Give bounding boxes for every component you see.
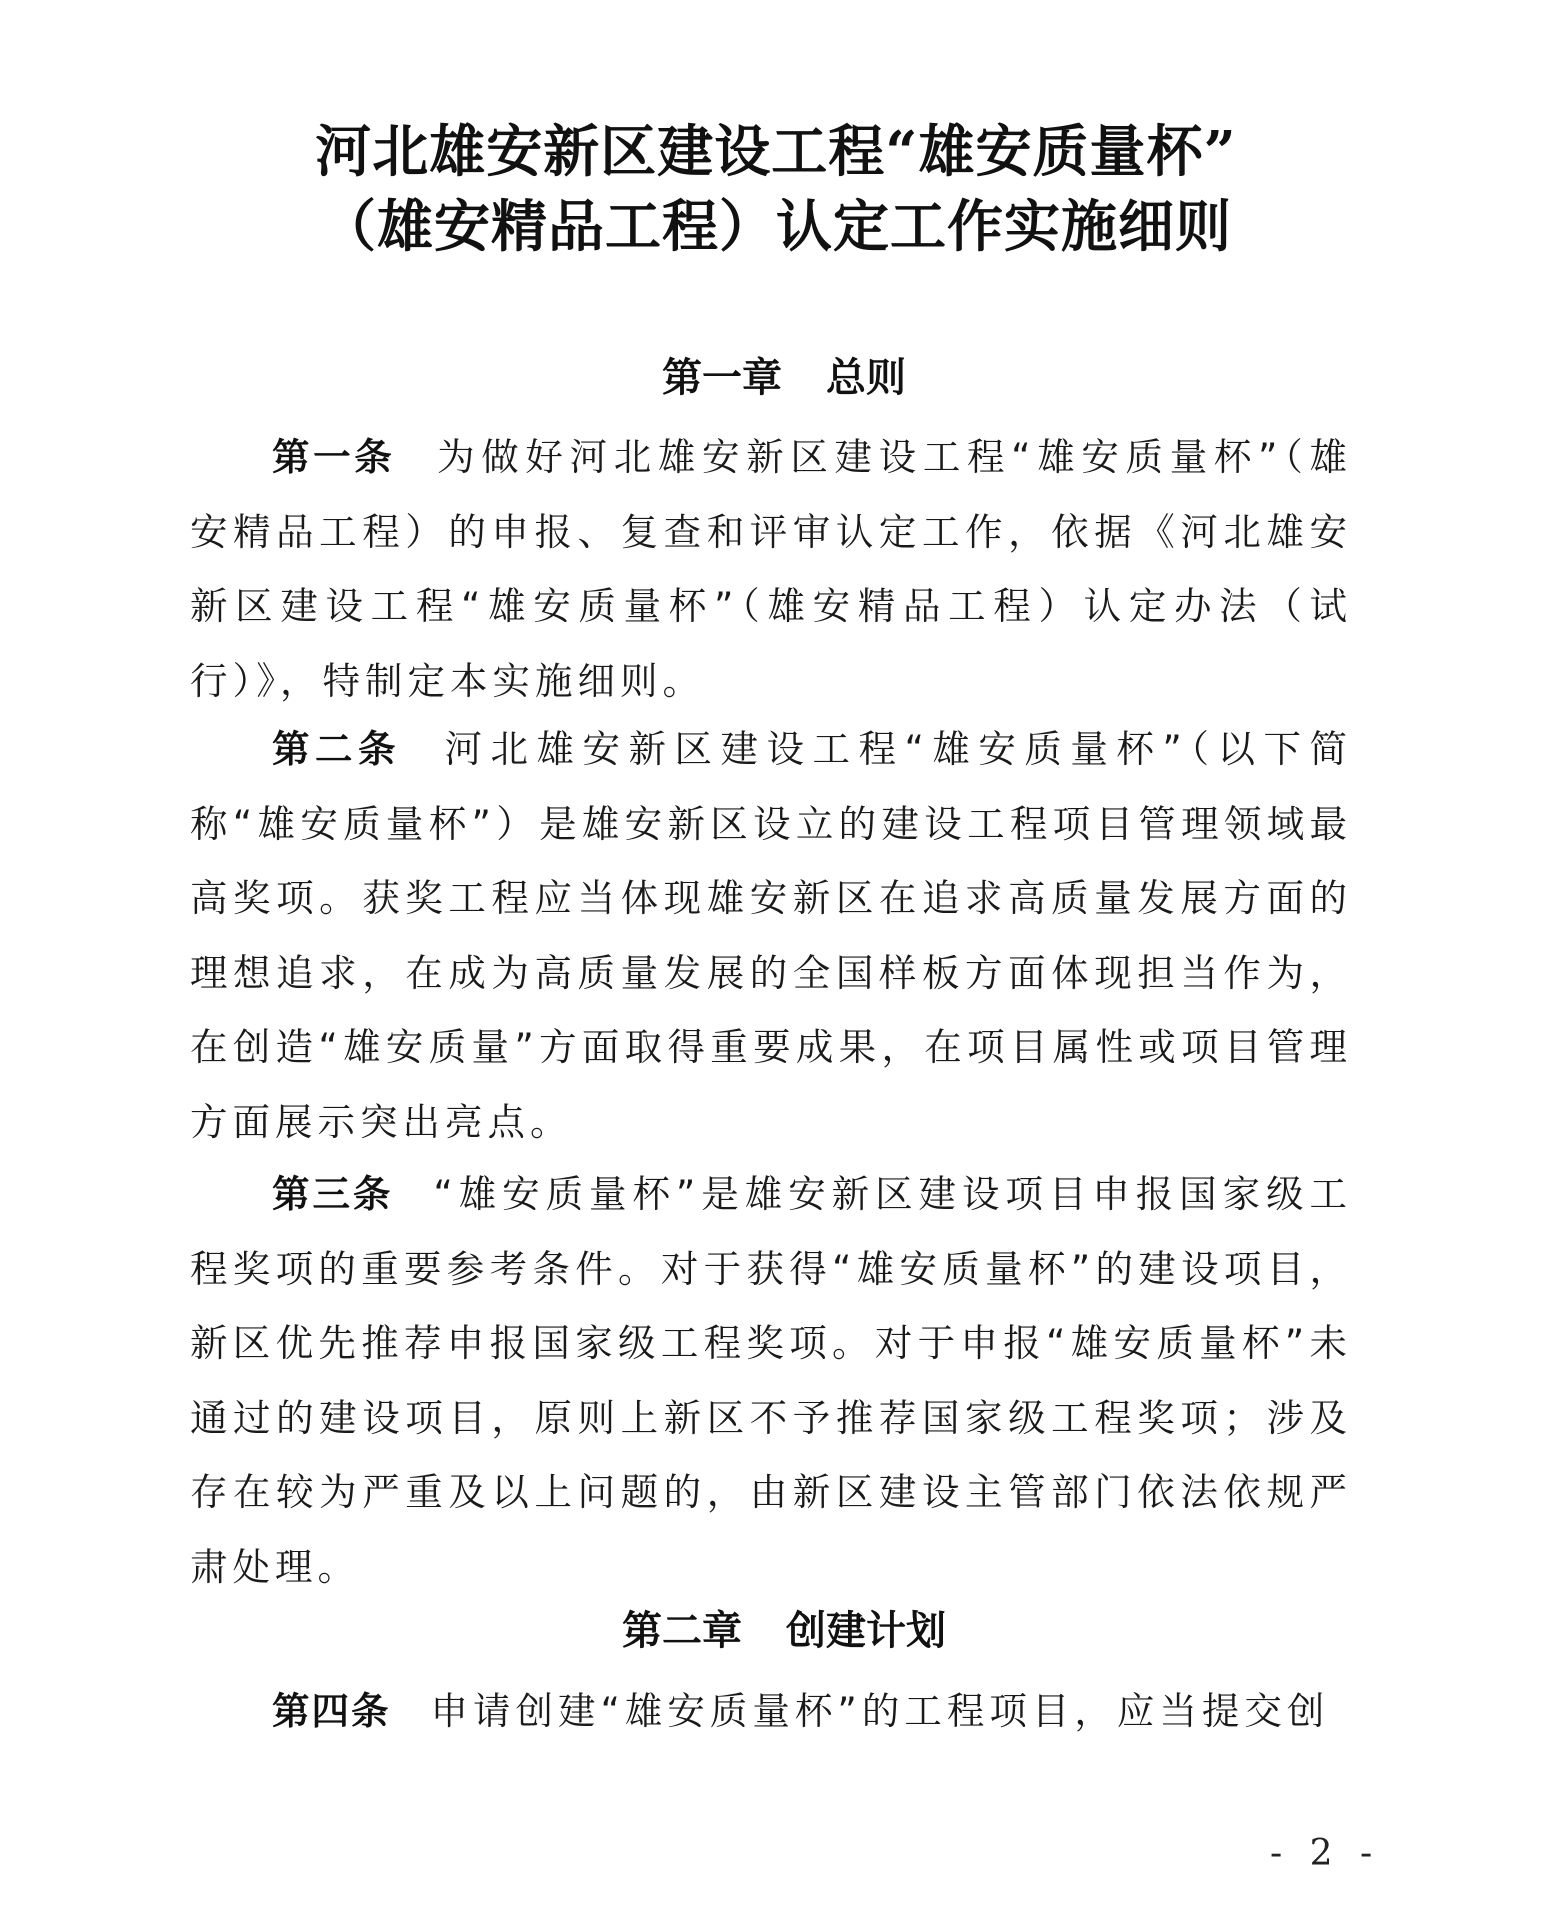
article-label: 第四条 (272, 1689, 391, 1733)
article-label: 第二条 (272, 727, 401, 771)
chapter-name: 创建计划 (786, 1608, 946, 1654)
article-1 (190, 420, 1352, 718)
chapter-heading-2 (8, 1605, 1552, 1657)
document-title-line-1: 河北雄安新区建设工程“雄安质量杯” (315, 119, 1237, 185)
page-number: - 2 - (1270, 1833, 1381, 1874)
article-text: 申请创建“雄安质量杯”的工程项目，应当提交创 (430, 1689, 1330, 1733)
article-2 (190, 712, 1352, 1159)
article-3 (190, 1157, 1352, 1604)
article-label: 第一条 (272, 435, 396, 479)
chapter-number: 第一章 (662, 355, 782, 401)
article-text: “雄安质量杯”是雄安新区建设项目申报国家级工程奖项的重要参考条件。对于获得“雄安质量杯”的建设项目，新区优先推荐申报国家级工程奖项。对于申报“雄安质量杯”未通过的建设项目，原则上新区不予推荐国家级工程奖项；涉及存在较为严重及以上问题的，由新区建设主管部门依法依规严肃处理。 (190, 1172, 1353, 1589)
article-text: 为做好河北雄安新区建设工程“雄安质量杯”（雄安精品工程）的申报、复查和评审认定工作，依据《河北雄安新区建设工程“雄安质量杯”（雄安精品工程）认定办法（试行）》，特制定本实施细则。 (190, 435, 1352, 703)
chapter-number: 第二章 (622, 1608, 742, 1654)
article-text: 河北雄安新区建设工程“雄安质量杯”（以下简称“雄安质量杯”）是雄安新区设立的建设工程项目管理领域最高奖项。获奖工程应当体现雄安新区在追求高质量发展方面的理想追求，在成为高质量发展的全国样板方面体现担当作为，在创造“雄安质量”方面取得重要成果，在项目属性或项目管理方面展示突出亮点。 (190, 727, 1353, 1144)
chapter-heading-1 (8, 352, 1552, 404)
document-title-line-2: （雄安精品工程）认定工作实施细则 (320, 194, 1232, 260)
article-label: 第三条 (272, 1172, 394, 1216)
chapter-name: 总则 (826, 355, 906, 401)
article-4 (190, 1674, 1352, 1749)
